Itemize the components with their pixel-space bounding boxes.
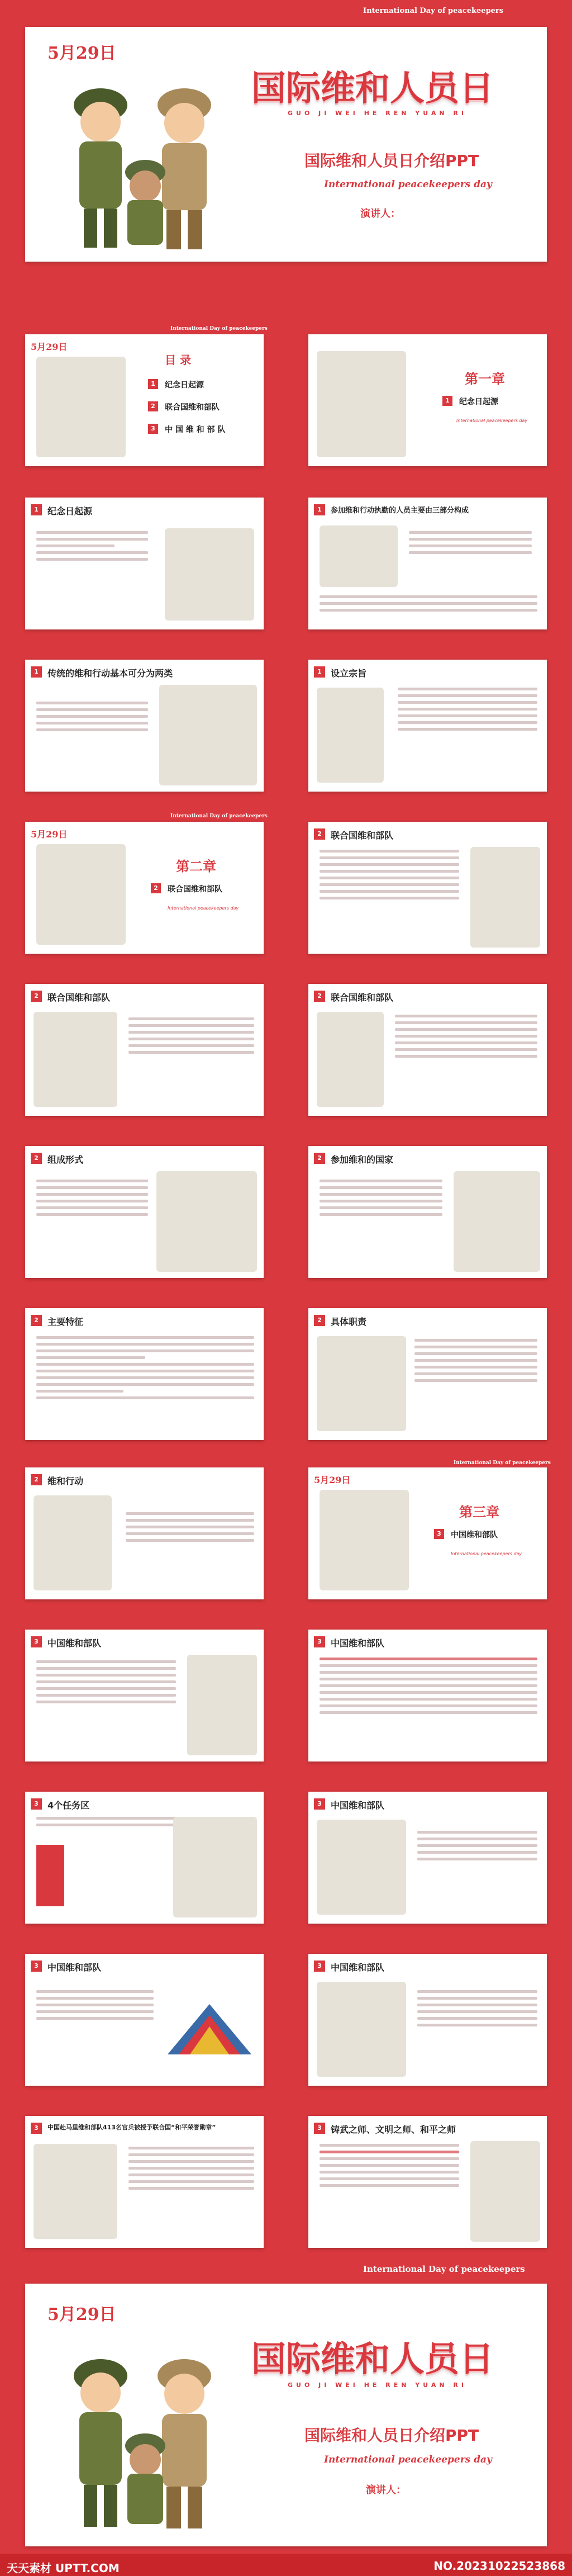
slide-title: 纪念日起源	[47, 506, 93, 517]
content-slide-9[interactable]	[308, 1146, 547, 1278]
hero-pinyin: GUO JI WEI HE REN YUAN RI	[288, 2381, 467, 2389]
chapter2-label: 联合国维和部队	[168, 885, 222, 894]
slide-title: 维和行动	[47, 1476, 84, 1486]
slide-title: 主要特征	[47, 1317, 84, 1327]
slide-title: 联合国维和部队	[331, 992, 394, 1003]
slide-title: 中国赴马里维和部队413名官兵被授予联合国“和平荣誉勋章”	[47, 2124, 216, 2131]
soldier-illustration	[317, 1012, 384, 1107]
hero-title: 国际维和人员日	[251, 68, 494, 108]
chapter2-en: International peacekeepers day	[168, 906, 239, 911]
soldier-illustration	[34, 1495, 112, 1590]
slide-number: 2	[314, 828, 325, 840]
content-slide-11[interactable]	[308, 1308, 547, 1440]
chapter1-title: 第一章	[465, 371, 505, 387]
soldiers-illustration	[317, 1982, 406, 2077]
soldiers-illustration	[317, 1820, 406, 1915]
toc-date: 5月29日	[31, 342, 68, 352]
soldiers-illustration	[165, 528, 254, 621]
content-slide-8[interactable]	[25, 1146, 264, 1278]
task-area-box	[36, 1845, 64, 1906]
watermark-right: NO.20231022523868	[433, 2559, 565, 2573]
slide-number: 2	[314, 1153, 325, 1164]
soldiers-illustration	[454, 1171, 540, 1272]
slide-title: 中国维和部队	[331, 1962, 385, 1973]
hero-pinyin: GUO JI WEI HE REN YUAN RI	[288, 110, 467, 117]
slide-title: 设立宗旨	[331, 668, 367, 679]
soldiers-illustration	[56, 2334, 235, 2535]
watermark-left: 天天素材 UPTT.COM	[7, 2561, 120, 2575]
chapter2-date: 5月29日	[31, 829, 68, 840]
chapter3-date: 5月29日	[314, 1475, 351, 1485]
content-slide-7[interactable]	[308, 984, 547, 1116]
soldier-illustration	[470, 847, 540, 948]
soldiers-illustration	[36, 357, 126, 457]
slide-number: 1	[314, 666, 325, 678]
soldiers-illustration	[317, 1336, 406, 1431]
content-slide-4[interactable]	[308, 660, 547, 792]
chapter3-slide[interactable]	[308, 1467, 547, 1599]
chapter1-en: International peacekeepers day	[456, 418, 528, 423]
soldiers-illustration	[320, 525, 398, 587]
hero-date: 5月29日	[47, 44, 116, 63]
hero-date: 5月29日	[47, 2305, 116, 2324]
slide-number: 3	[314, 1636, 325, 1647]
slide-title: 参加维和行动执勤的人员主要由三部分构成	[331, 506, 469, 515]
toc-item-2-num: 2	[148, 401, 158, 411]
content-slide-1[interactable]	[25, 498, 264, 629]
soldiers-illustration	[56, 66, 235, 256]
slide-number: 3	[314, 1961, 325, 1972]
slide-title: 具体职责	[331, 1317, 367, 1327]
slide-title: 传统的维和行动基本可分为两类	[47, 668, 173, 679]
content-slide-2[interactable]	[308, 498, 547, 629]
content-slide-13[interactable]	[25, 1630, 264, 1761]
toc-item-1[interactable]: 纪念日起源	[165, 381, 204, 390]
hero-speaker: 演讲人：	[366, 2484, 406, 2496]
hero-subtitle-en: International peacekeepers day	[324, 2454, 492, 2465]
chapter2-slide[interactable]	[25, 822, 264, 954]
chapter3-num: 3	[434, 1529, 444, 1539]
slide-title: 中国维和部队	[331, 1638, 385, 1649]
toc-item-3-num: 3	[148, 424, 158, 434]
slide-title: 组成形式	[47, 1154, 84, 1165]
soldiers-illustration	[317, 351, 406, 457]
content-slide-5[interactable]	[308, 822, 547, 954]
content-slide-16[interactable]	[308, 1792, 547, 1924]
content-slide-3[interactable]	[25, 660, 264, 792]
toc-item-2[interactable]: 联合国维和部队	[165, 403, 220, 412]
hero-subtitle-en: International peacekeepers day	[324, 179, 492, 190]
slide-title: 铸武之师、文明之师、和平之师	[331, 2124, 456, 2135]
slide-title: 联合国维和部队	[47, 992, 111, 1003]
slide-number: 2	[31, 1315, 42, 1326]
soldier-illustration	[173, 1817, 257, 1917]
content-slide-15[interactable]	[25, 1792, 264, 1924]
slide-number: 2	[31, 991, 42, 1002]
content-slide-6[interactable]	[25, 984, 264, 1116]
row-header-text: International Day of peacekeepers	[170, 813, 268, 819]
slide-number: 1	[31, 666, 42, 678]
slide-number: 3	[31, 2123, 42, 2134]
slide-number: 2	[31, 1153, 42, 1164]
content-slide-12[interactable]	[25, 1467, 264, 1599]
row-header-text: International Day of peacekeepers	[363, 2264, 525, 2274]
content-slide-19[interactable]	[25, 2116, 264, 2248]
slide-title: 中国维和部队	[331, 1800, 385, 1811]
content-slide-20[interactable]	[308, 2116, 547, 2248]
officer-illustration	[187, 1655, 257, 1755]
hero-slide[interactable]	[25, 27, 547, 262]
hero-subtitle: 国际维和人员日介绍PPT	[304, 151, 479, 170]
chapter3-en: International peacekeepers day	[451, 1551, 522, 1556]
soldiers-illustration	[156, 1171, 257, 1272]
slide-number: 3	[31, 1798, 42, 1810]
slide-title: 参加维和的国家	[331, 1154, 394, 1165]
content-slide-17[interactable]	[25, 1954, 264, 2086]
slide-title: 4个任务区	[47, 1800, 90, 1811]
toc-item-1-num: 1	[148, 379, 158, 389]
slide-title: 联合国维和部队	[331, 830, 394, 841]
toc-title: 目 录	[165, 353, 191, 367]
header-banner-text: International Day of peacekeepers	[363, 7, 504, 15]
slide-number: 3	[314, 2123, 325, 2134]
soldier-illustration	[470, 2141, 540, 2242]
hero-title: 国际维和人员日	[251, 2338, 494, 2379]
slide-title: 中国维和部队	[47, 1962, 102, 1973]
content-slide-14[interactable]	[308, 1630, 547, 1761]
medal-ribbons-icon	[162, 1993, 257, 2060]
soldiers-illustration	[159, 685, 257, 785]
soldiers-illustration	[36, 844, 126, 945]
row-header-text: International Day of peacekeepers	[454, 1460, 551, 1466]
chapter1-label: 纪念日起源	[459, 397, 498, 406]
ending-slide[interactable]	[25, 2284, 547, 2546]
slide-number: 2	[314, 991, 325, 1002]
hero-speaker: 演讲人：	[360, 208, 401, 220]
toc-slide[interactable]	[25, 334, 264, 466]
slide-title: 中国维和部队	[47, 1638, 102, 1649]
slide-number: 1	[314, 504, 325, 515]
content-slide-10[interactable]	[25, 1308, 264, 1440]
chapter3-label: 中国维和部队	[451, 1531, 498, 1540]
chapter3-title: 第三章	[459, 1504, 499, 1520]
content-slide-18[interactable]	[308, 1954, 547, 2086]
row-header-text: International Day of peacekeepers	[170, 326, 268, 332]
slide-number: 2	[314, 1315, 325, 1326]
slide-number: 2	[31, 1474, 42, 1485]
chapter1-slide[interactable]	[308, 334, 547, 466]
soldiers-illustration	[34, 2144, 117, 2239]
toc-item-3[interactable]: 中 国 维 和 部 队	[165, 425, 226, 434]
hero-subtitle: 国际维和人员日介绍PPT	[304, 2426, 479, 2445]
chapter2-title: 第二章	[176, 859, 216, 874]
soldier-illustration	[34, 1012, 117, 1107]
slide-number: 3	[31, 1636, 42, 1647]
slide-number: 3	[314, 1798, 325, 1810]
slide-number: 3	[31, 1961, 42, 1972]
soldier-illustration	[317, 688, 384, 783]
slide-number: 1	[31, 504, 42, 515]
chapter2-num: 2	[151, 883, 161, 893]
soldiers-illustration	[320, 1490, 409, 1590]
chapter1-num: 1	[442, 396, 452, 406]
